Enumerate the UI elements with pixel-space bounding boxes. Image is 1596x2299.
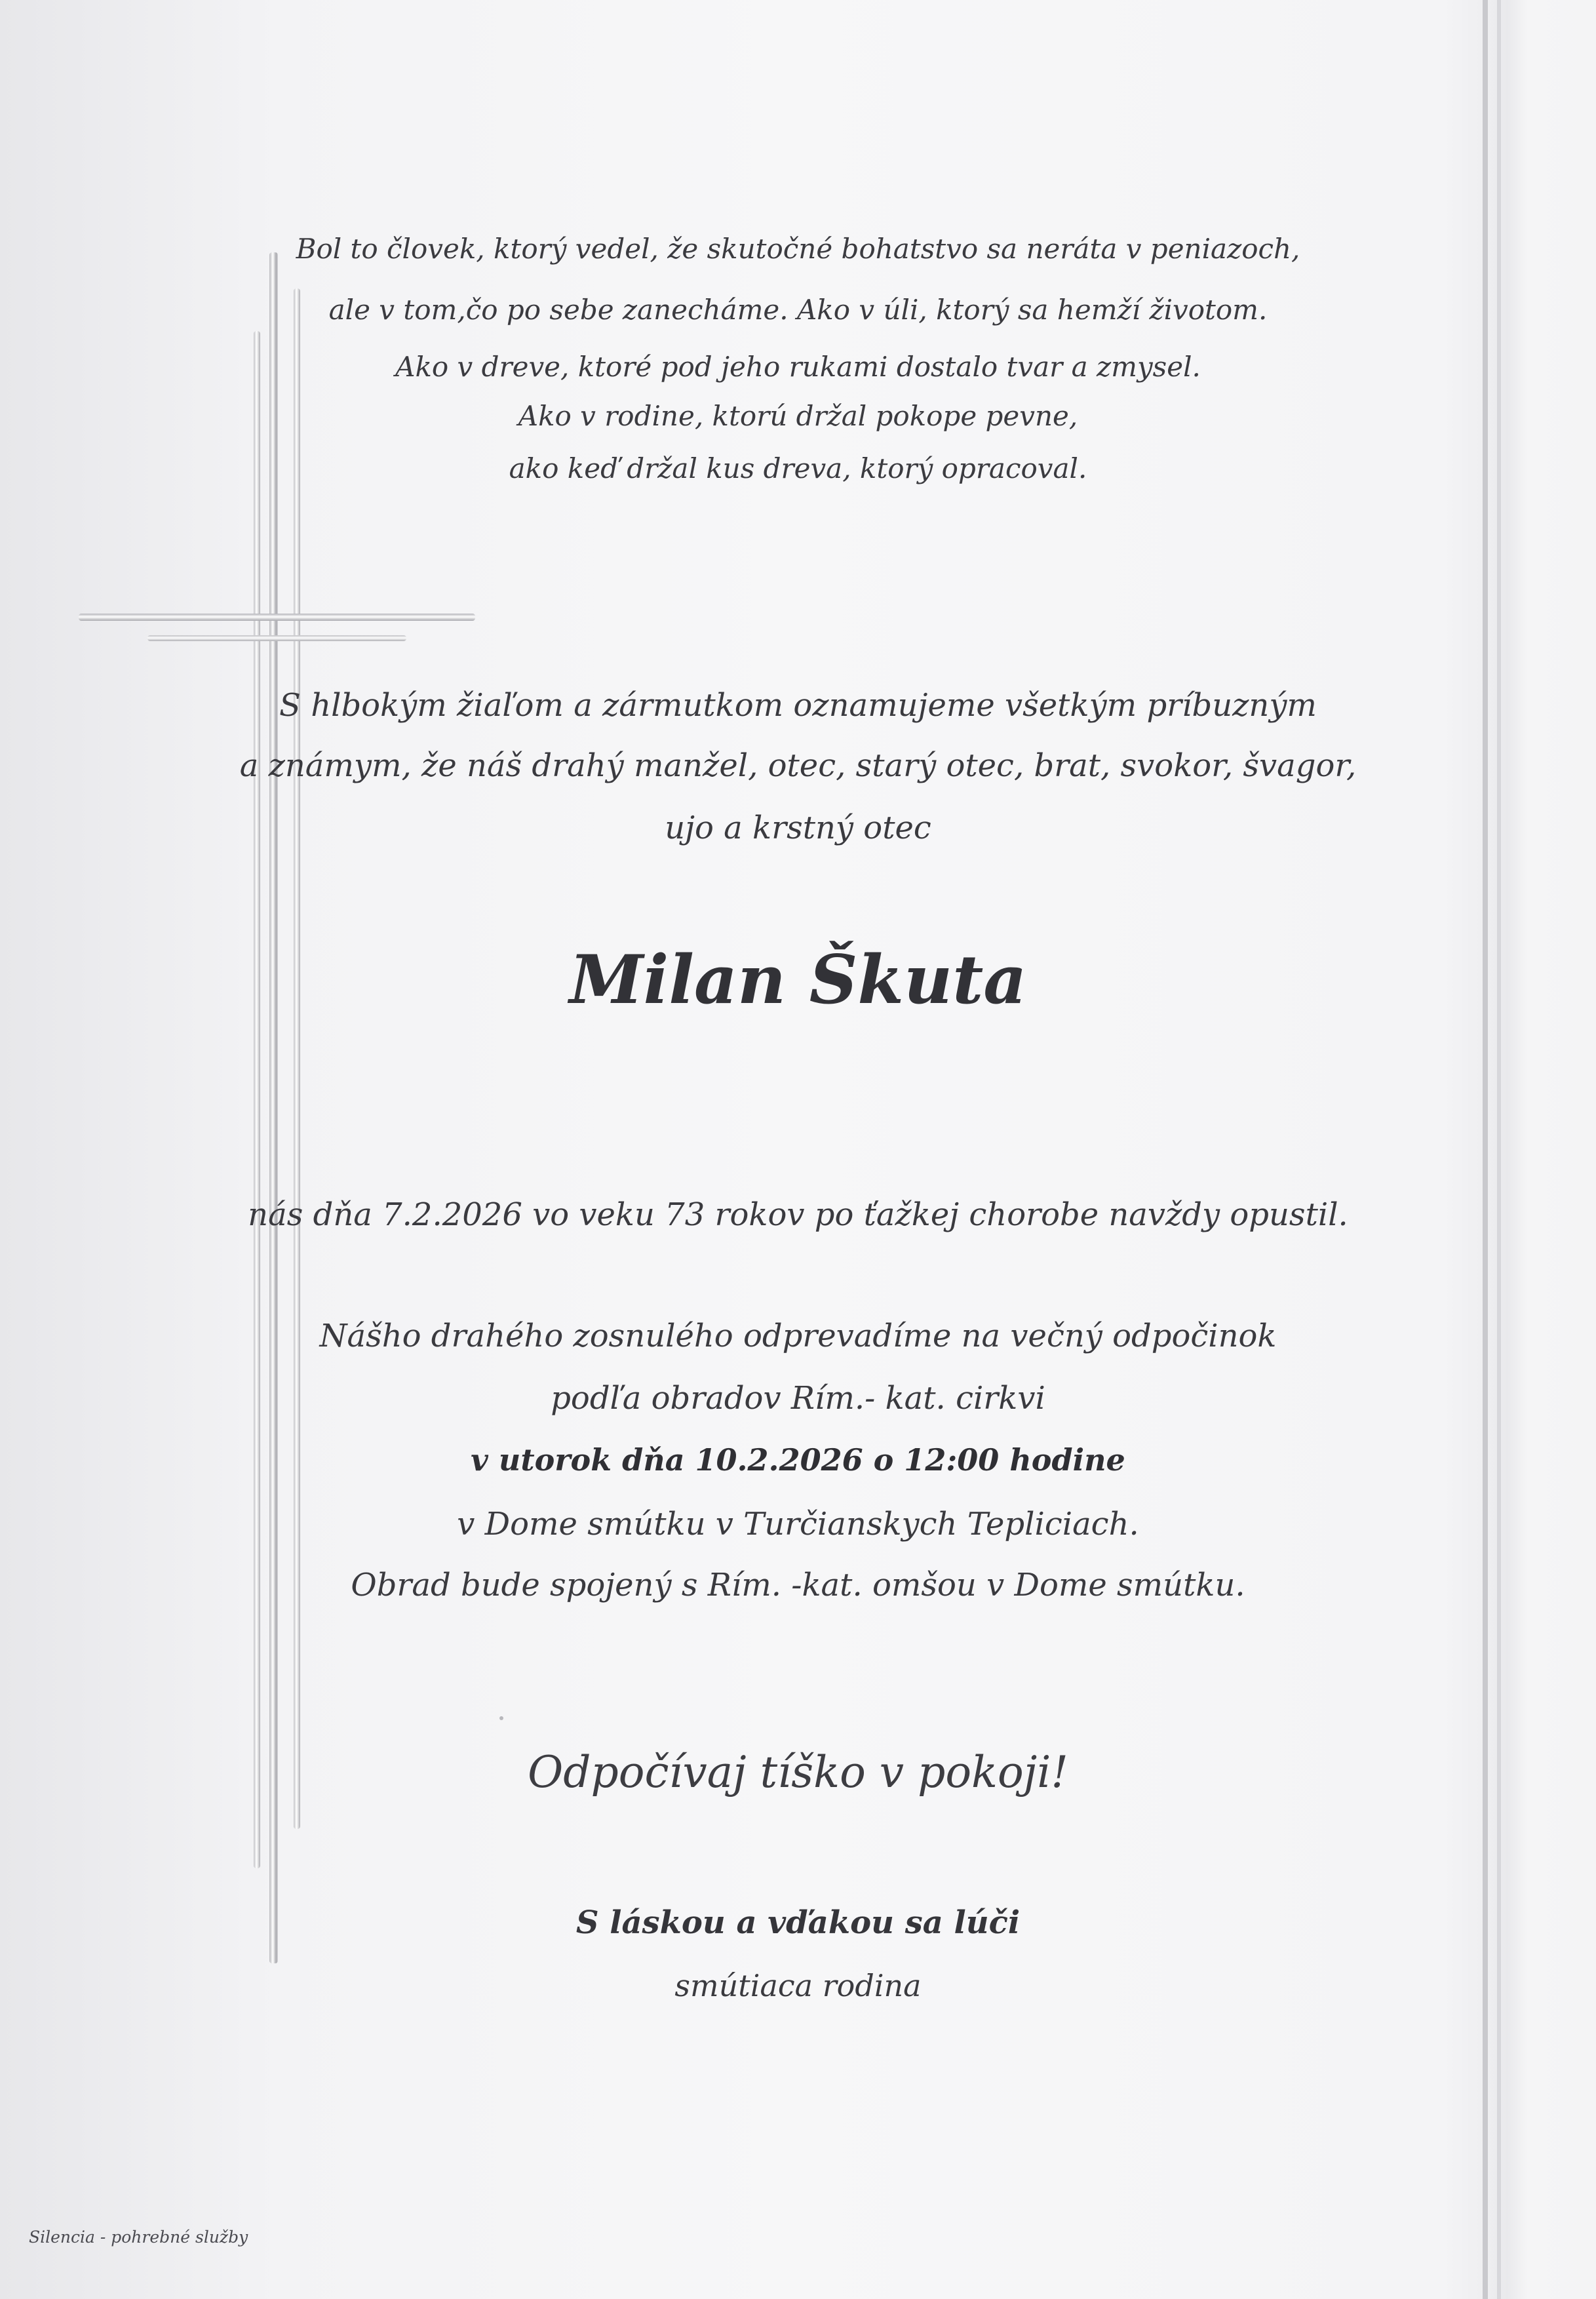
page-edge-line-inner <box>1497 0 1501 2299</box>
poem-line-4: Ako v rodine, ktorú držal pokope pevne, <box>518 400 1078 432</box>
cross-horizontal-main <box>79 614 475 621</box>
funeral-place: v Dome smútku v Turčianskych Tepliciach. <box>457 1506 1139 1542</box>
poem-line-2: ale v tom,čo po sebe zanecháme. Ako v úli, ktorý sa hemží životom. <box>328 294 1268 326</box>
funeral-line-1: Nášho drahého zosnulého odprevadíme na večný odpočinok <box>319 1318 1277 1354</box>
cross-vertical-main <box>269 252 278 1963</box>
death-announcement: nás dňa 7.2.2026 vo veku 73 rokov po ťažkej chorobe navždy opustil. <box>248 1196 1348 1233</box>
announcement-line-3: ujo a krstný otec <box>665 810 931 846</box>
funeral-mass-note: Obrad bude spojený s Rím. -kat. omšou v Dome smútku. <box>351 1567 1245 1603</box>
funeral-date-time: v utorok dňa 10.2.2026 o 12:00 hodine <box>471 1442 1125 1478</box>
cross-vertical-left <box>254 331 260 1868</box>
paper-speck <box>499 1716 503 1720</box>
funeral-line-2: podľa obradov Rím.- kat. cirkvi <box>551 1380 1045 1417</box>
rest-in-peace: Odpočívaj tíško v pokoji! <box>528 1747 1068 1798</box>
poem-line-5: ako keď držal kus dreva, ktorý opracoval. <box>509 452 1087 484</box>
family-signature: smútiaca rodina <box>674 1968 922 2003</box>
poem-line-3: Ako v dreve, ktoré pod jeho rukami dostalo tvar a zmysel. <box>395 351 1201 383</box>
page-edge-line <box>1483 0 1488 2299</box>
cross-horizontal-inner <box>147 635 406 641</box>
farewell-line: S láskou a vďakou sa lúči <box>575 1904 1021 1941</box>
announcement-line-1: S hlbokým žiaľom a zármutkom oznamujeme všetkým príbuzným <box>279 687 1317 724</box>
deceased-name: Milan Škuta <box>569 941 1027 1019</box>
announcement-line-2: a známym, že náš drahý manžel, otec, starý otec, brat, svokor, švagor, <box>239 747 1357 784</box>
poem-line-1: Bol to človek, ktorý vedel, že skutočné bohatstvo sa neráta v peniazoch, <box>296 233 1300 265</box>
funeral-service-credit: Silencia - pohrebné služby <box>29 2228 248 2247</box>
